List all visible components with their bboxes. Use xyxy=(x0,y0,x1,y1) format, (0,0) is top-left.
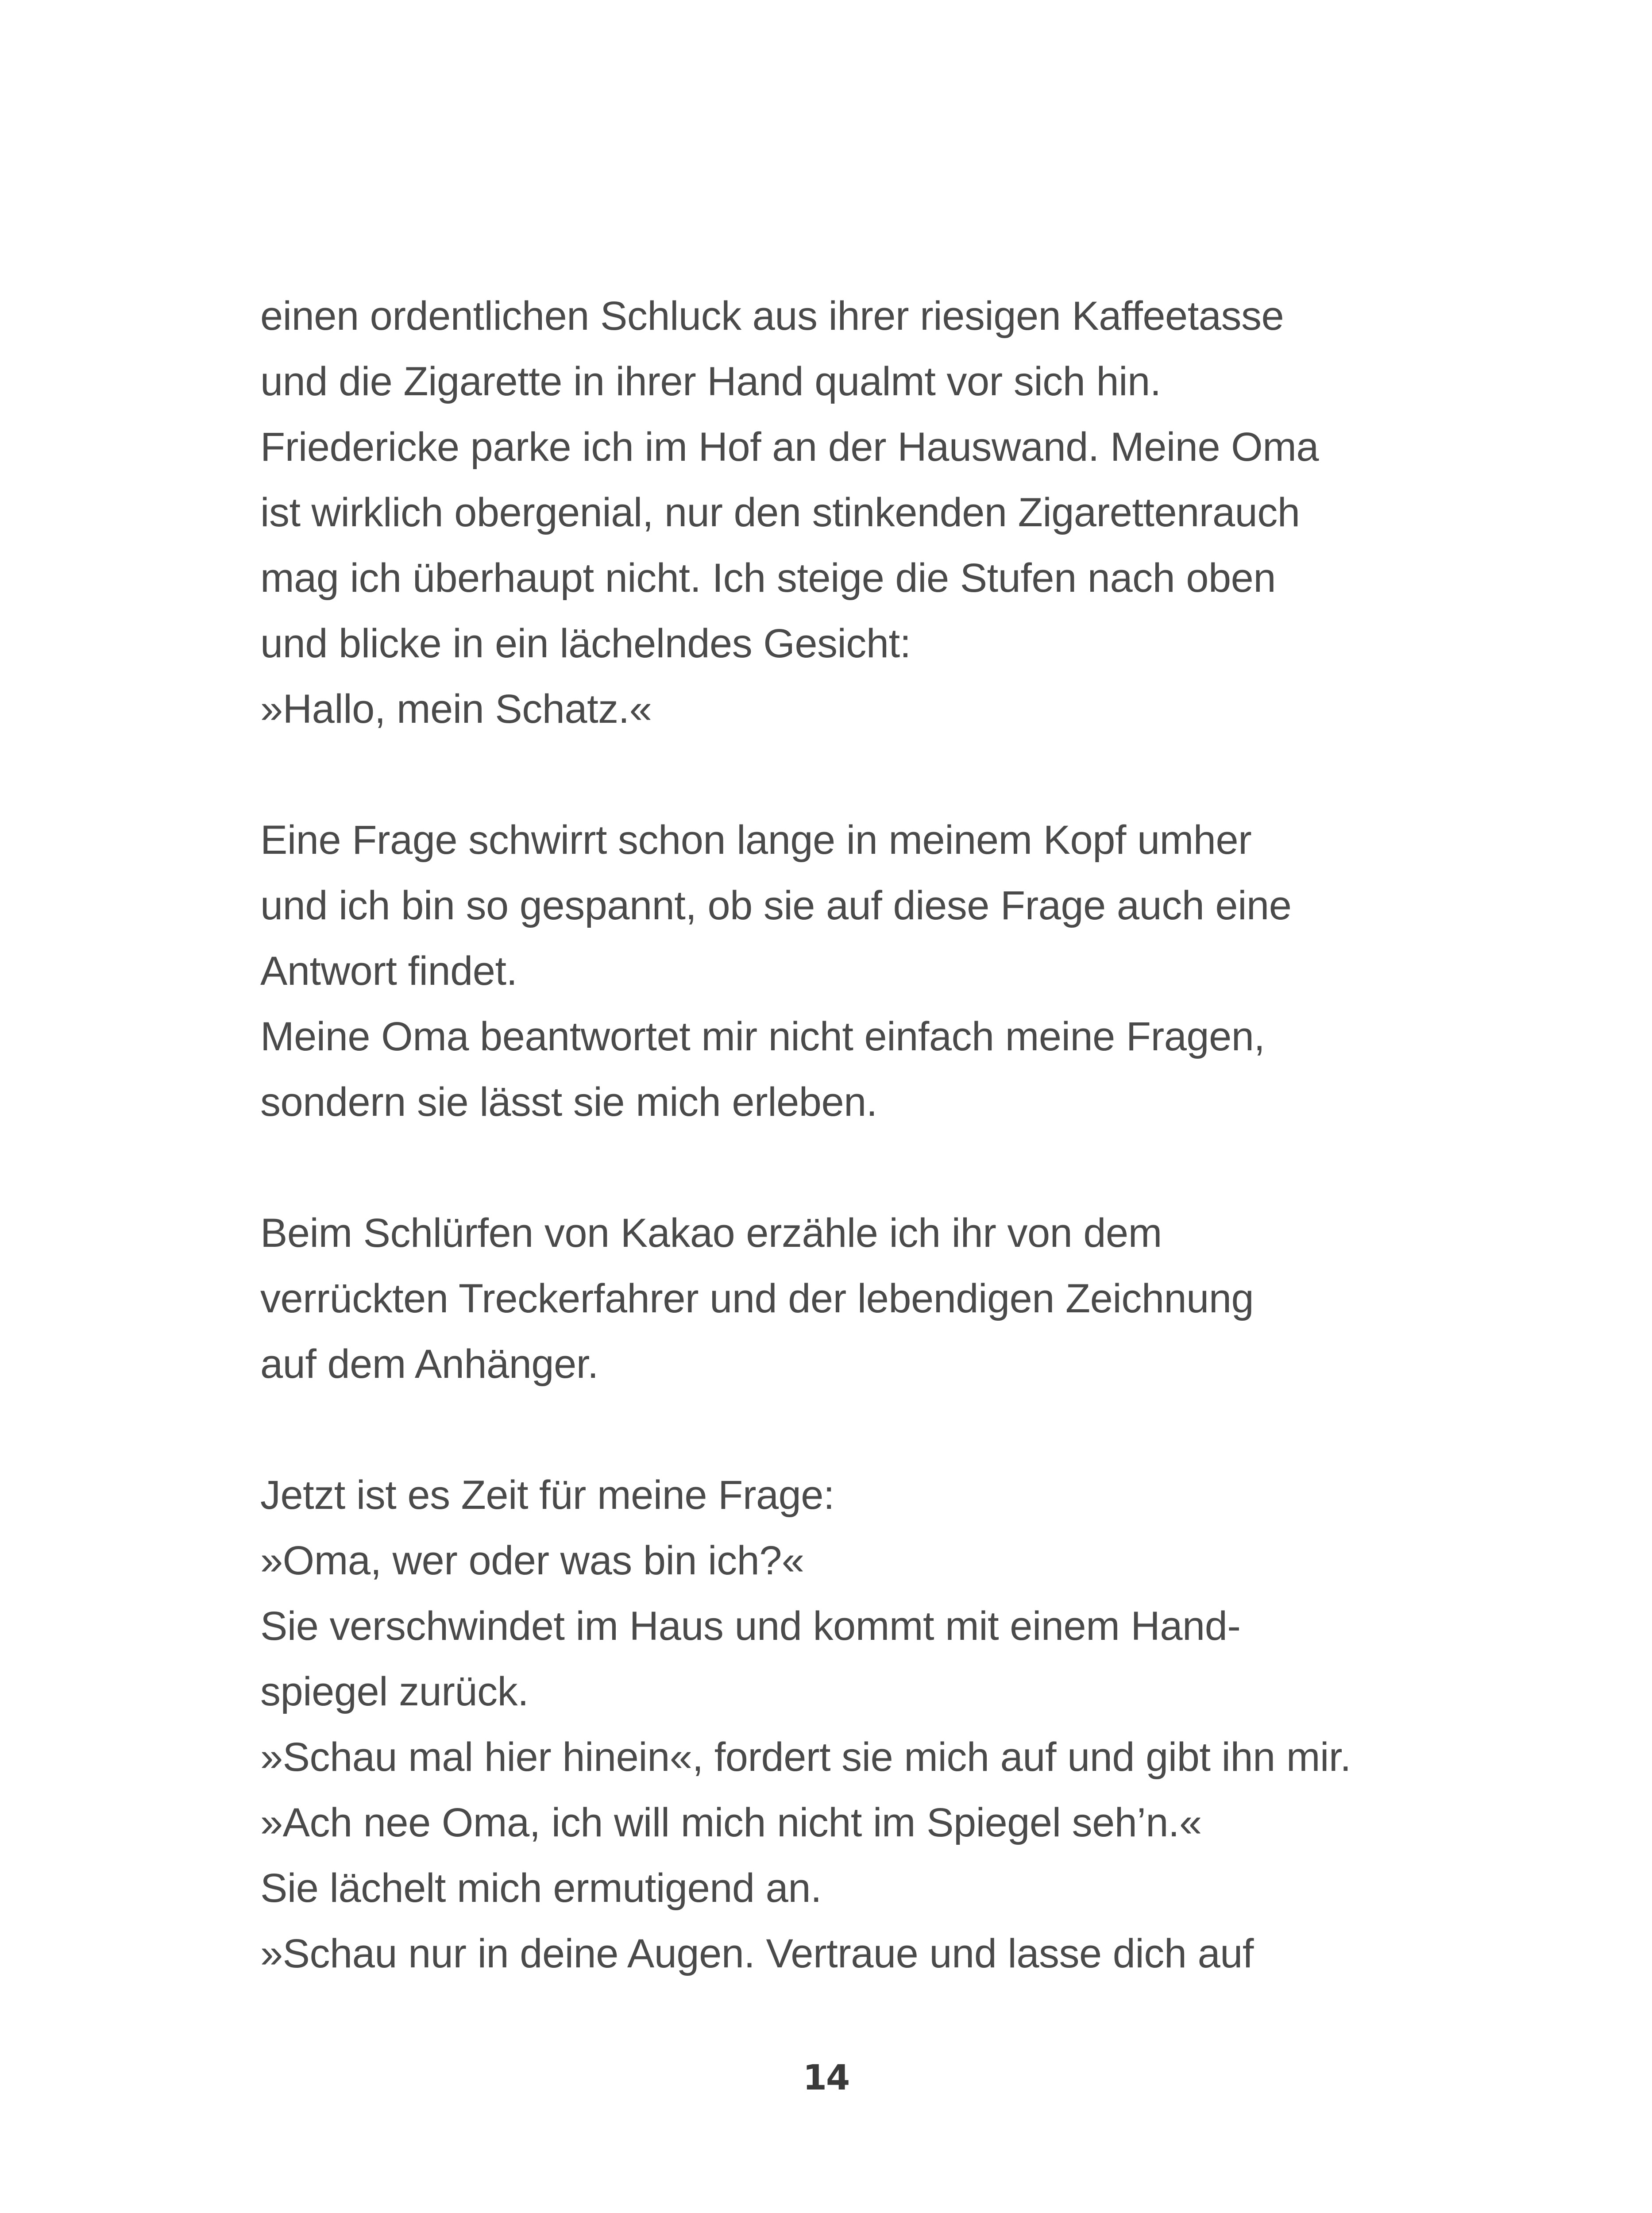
text-line: und blicke in ein lächelndes Gesicht: xyxy=(260,621,911,666)
text-line: Jetzt ist es Zeit für meine Frage: xyxy=(260,1473,835,1518)
page-number: 14 xyxy=(803,2058,849,2098)
text-line: Eine Frage schwirrt schon lange in meinem Kopf umher xyxy=(260,817,1252,863)
text-line: und ich bin so gespannt, ob sie auf diese Frage auch eine xyxy=(260,883,1292,928)
paragraph-spacer xyxy=(260,1397,1455,1462)
paragraph xyxy=(260,1462,1455,1986)
text-line: Friedericke parke ich im Hof an der Hauswand. Meine Oma xyxy=(260,424,1319,470)
text-line: spiegel zurück. xyxy=(260,1669,529,1714)
text-line: Sie verschwindet im Haus und kommt mit einem Hand- xyxy=(260,1604,1241,1649)
body-text xyxy=(260,283,1455,1986)
text-line: ist wirklich obergenial, nur den stinkenden Zigarettenrauch xyxy=(260,490,1300,535)
text-line: »Schau mal hier hinein«, fordert sie mich auf und gibt ihn mir. xyxy=(260,1735,1351,1780)
text-line: »Oma, wer oder was bin ich?« xyxy=(260,1538,804,1583)
text-line: und die Zigarette in ihrer Hand qualmt vor sich hin. xyxy=(260,359,1161,404)
text-line: »Hallo, mein Schatz.« xyxy=(260,686,652,732)
text-line: verrückten Treckerfahrer und der lebendigen Zeichnung xyxy=(260,1276,1254,1321)
paragraph xyxy=(260,283,1455,742)
text-line: auf dem Anhänger. xyxy=(260,1342,598,1387)
text-line: mag ich überhaupt nicht. Ich steige die Stufen nach oben xyxy=(260,555,1276,601)
paragraph xyxy=(260,807,1455,1135)
text-line: Beim Schlürfen von Kakao erzähle ich ihr von dem xyxy=(260,1211,1162,1256)
text-line: einen ordentlichen Schluck aus ihrer riesigen Kaffeetasse xyxy=(260,293,1284,339)
text-line: »Ach nee Oma, ich will mich nicht im Spiegel seh’n.« xyxy=(260,1800,1202,1845)
paragraph-spacer xyxy=(260,742,1455,807)
paragraph-spacer xyxy=(260,1135,1455,1200)
text-line: »Schau nur in deine Augen. Vertraue und lasse dich auf xyxy=(260,1931,1254,1976)
text-line: Sie lächelt mich ermutigend an. xyxy=(260,1866,822,1911)
text-line: Meine Oma beantwortet mir nicht einfach meine Fragen, xyxy=(260,1014,1265,1059)
text-line: sondern sie lässt sie mich erleben. xyxy=(260,1080,877,1125)
text-line: Antwort findet. xyxy=(260,948,517,994)
paragraph xyxy=(260,1200,1455,1397)
